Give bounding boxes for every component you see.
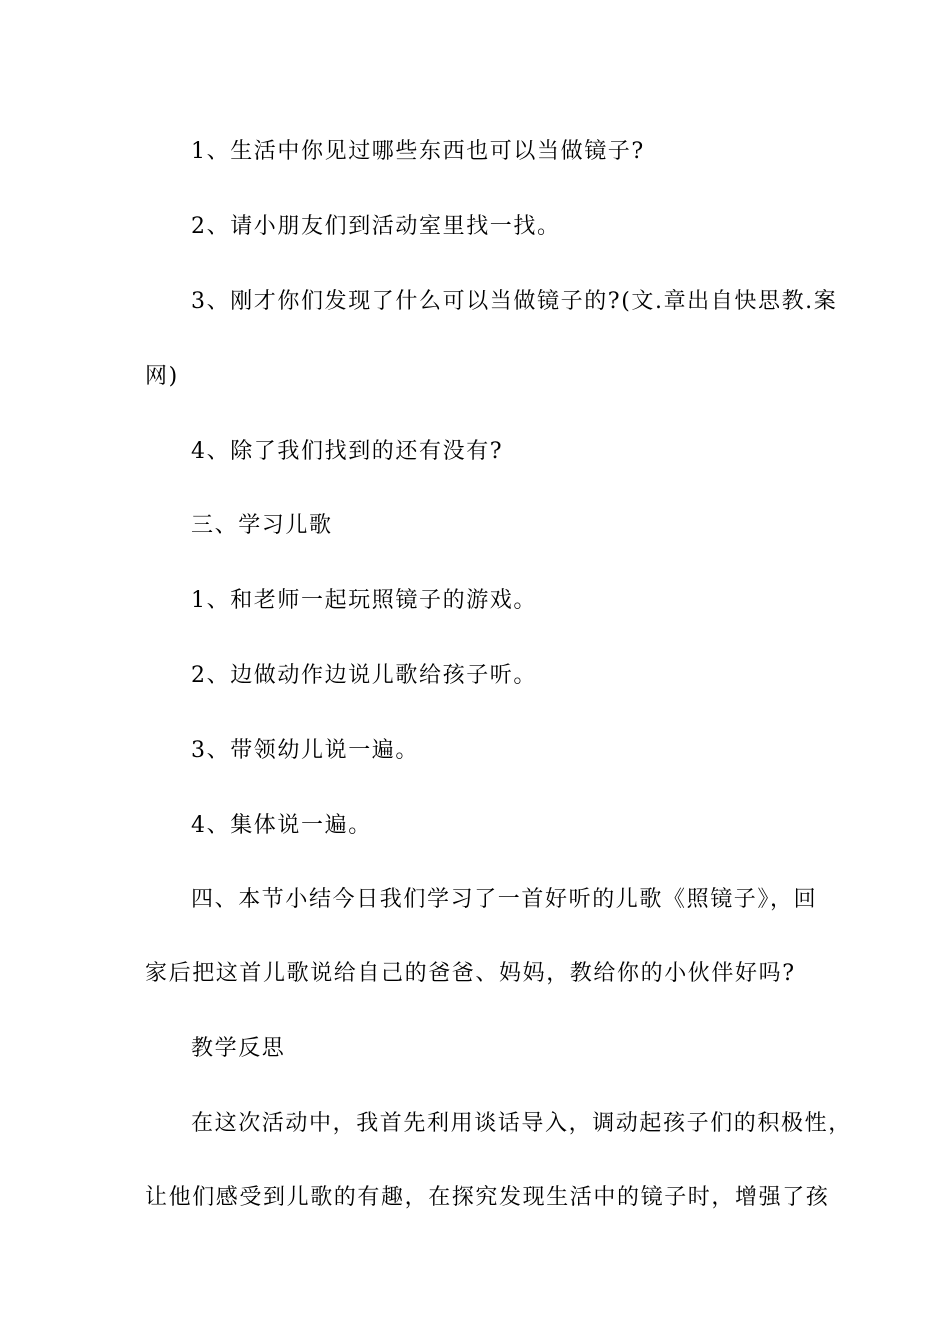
text-line: 2、请小朋友们到活动室里找一找。 [191, 214, 561, 239]
text-line: 4、集体说一遍。 [191, 813, 372, 838]
text-line: 1、生活中你见过哪些东西也可以当做镜子? [191, 139, 645, 164]
text-line: 3、带领幼儿说一遍。 [191, 738, 419, 763]
section-heading: 三、学习儿歌 [191, 513, 333, 538]
section-heading: 教学反思 [191, 1036, 286, 1061]
text-line: 家后把这首儿歌说给自己的爸爸、妈妈，教给你的小伙伴好吗? [145, 961, 796, 986]
text-line: 2、边做动作边说儿歌给孩子听。 [191, 663, 537, 688]
text-line: 四、本节小结今日我们学习了一首好听的儿歌《照镜子》，回 [191, 887, 818, 912]
text-line: 3、刚才你们发现了什么可以当做镜子的?(文.章出自快思教.案 [191, 289, 838, 314]
text-line: 1、和老师一起玩照镜子的游戏。 [191, 588, 537, 613]
text-line: 4、除了我们找到的还有没有? [191, 439, 504, 464]
text-line: 让他们感受到儿歌的有趣，在探究发现生活中的镜子时，增强了孩 [145, 1185, 830, 1210]
text-line: 网) [145, 364, 179, 389]
text-line: 在这次活动中，我首先利用谈话导入，调动起孩子们的积极性， [191, 1111, 852, 1136]
